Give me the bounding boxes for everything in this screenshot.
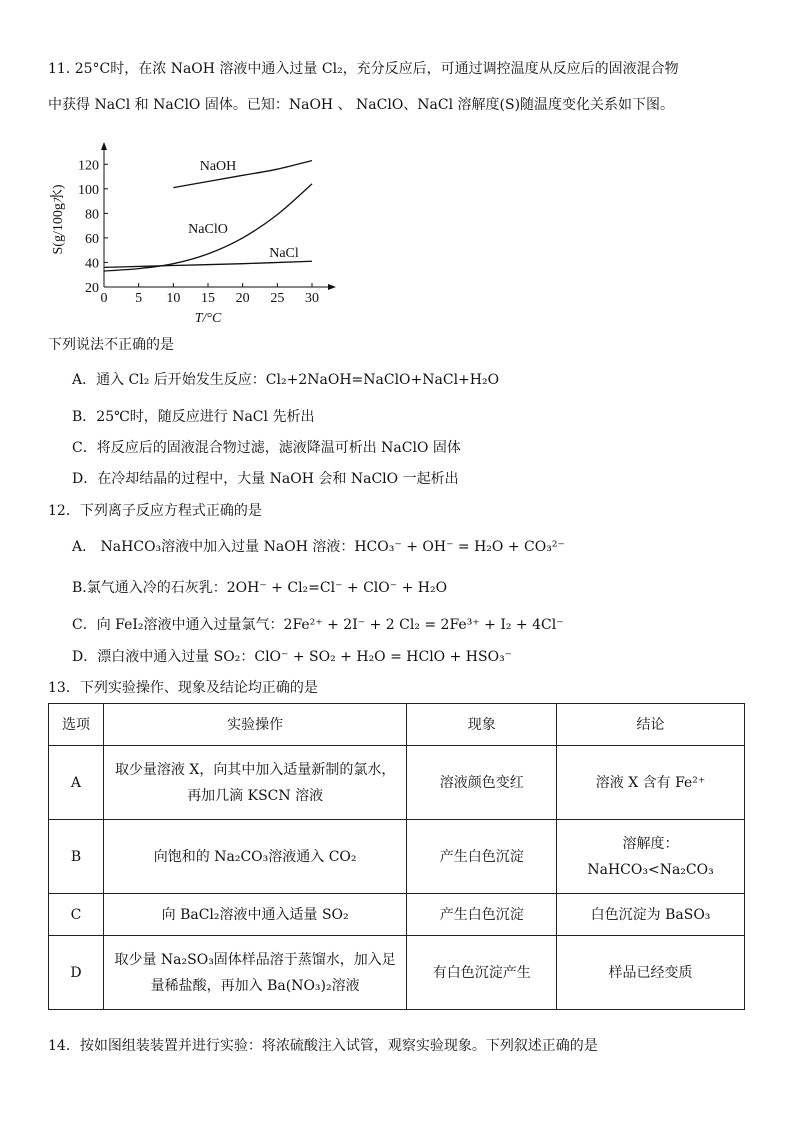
row-key: A — [49, 746, 104, 820]
y-tick-label: 40 — [85, 256, 99, 272]
q12-option-d: D．漂白液中通入过量 SO₂：ClO⁻ + SO₂ + H₂O = HClO + HSO₃⁻ — [72, 649, 513, 665]
q12-option-a: A． NaHCO₃溶液中加入过量 NaOH 溶液：HCO₃⁻ + OH⁻ = H₂O + CO₃²⁻ — [72, 539, 565, 555]
x-tick-label: 0 — [100, 291, 108, 306]
series-line-naoh — [173, 161, 312, 188]
series-label-nacl: NaCl — [269, 246, 299, 261]
row-operation: 取少量溶液 X，向其中加入适量新制的氯水，再加几滴 KSCN 溶液 — [103, 746, 406, 820]
row-observation: 产生白色沉淀 — [407, 820, 557, 894]
q11-stem-line2: 中获得 NaCl 和 NaClO 固体。已知：NaOH 、 NaClO、NaCl 溶解度(S)随温度变化关系如下图。 — [48, 97, 675, 113]
q12-option-b: B.氯气通入冷的石灰乳：2OH⁻ + Cl₂=Cl⁻ + ClO⁻ + H₂O — [72, 580, 448, 596]
table-row — [49, 746, 745, 820]
series-line-nacl — [104, 261, 312, 267]
header-conclusion: 结论 — [557, 704, 745, 746]
x-tick-label: 30 — [305, 291, 319, 306]
q11-stem-line1: 11. 25°C时，在浓 NaOH 溶液中通入过量 Cl₂，充分反应后，可通过调控温度从反应后的固液混合物 — [48, 61, 679, 77]
q14-stem: 14．按如图组装装置并进行实验：将浓硫酸注入试管，观察实验现象。下列叙述正确的是 — [48, 1038, 598, 1054]
table-row — [49, 820, 745, 894]
row-key: B — [49, 820, 104, 894]
x-tick-label: 15 — [201, 291, 215, 306]
x-axis-label: T/°C — [194, 311, 222, 326]
row-key: D — [49, 936, 104, 1010]
table-row — [49, 936, 745, 1010]
x-tick-label: 25 — [270, 291, 285, 306]
y-tick-label: 60 — [85, 231, 99, 247]
row-observation: 有白色沉淀产生 — [407, 936, 557, 1010]
table-header-row — [49, 704, 745, 746]
row-conclusion: 样品已经变质 — [557, 936, 745, 1010]
x-axis-arrow — [328, 284, 336, 290]
y-axis-label: S(g/100g水) — [51, 184, 66, 255]
row-operation: 向饱和的 Na₂CO₃溶液通入 CO₂ — [103, 820, 406, 894]
y-tick-label: 120 — [78, 158, 99, 174]
row-conclusion: 溶解度：NaHCO₃<Na₂CO₃ — [557, 820, 745, 894]
q13-stem: 13．下列实验操作、现象及结论均正确的是 — [48, 680, 318, 696]
x-tick-label: 10 — [166, 291, 181, 306]
q13-table — [48, 703, 745, 1010]
q12-option-c: C．向 FeI₂溶液中通入过量氯气：2Fe²⁺ + 2I⁻ + 2 Cl₂ = 2Fe³⁺ + I₂ + 4Cl⁻ — [72, 617, 564, 633]
x-tick-label: 5 — [135, 291, 143, 306]
row-conclusion: 白色沉淀为 BaSO₃ — [557, 894, 745, 936]
row-observation: 溶液颜色变红 — [407, 746, 557, 820]
row-operation: 向 BaCl₂溶液中通入适量 SO₂ — [103, 894, 406, 936]
q11-prompt: 下列说法不正确的是 — [48, 337, 174, 353]
q11-option-c: C．将反应后的固液混合物过滤，滤液降温可析出 NaClO 固体 — [72, 440, 461, 456]
row-conclusion: 溶液 X 含有 Fe²⁺ — [557, 746, 745, 820]
x-tick-label: 20 — [235, 291, 250, 306]
row-observation: 产生白色沉淀 — [407, 894, 557, 936]
series-label-naoh: NaOH — [199, 159, 237, 174]
q11-option-d: D．在冷却结晶的过程中，大量 NaOH 会和 NaClO 一起析出 — [72, 471, 459, 487]
q11-option-b: B．25℃时，随反应进行 NaCl 先析出 — [72, 409, 315, 425]
q12-stem: 12．下列离子反应方程式正确的是 — [48, 503, 262, 519]
row-key: C — [49, 894, 104, 936]
header-observation: 现象 — [407, 704, 557, 746]
header-option: 选项 — [49, 704, 104, 746]
y-axis-arrow — [101, 142, 107, 150]
solubility-chart — [46, 140, 346, 340]
table-row — [49, 894, 745, 936]
y-tick-label: 100 — [78, 182, 99, 198]
q11-option-a: A．通入 Cl₂ 后开始发生反应：Cl₂+2NaOH=NaClO+NaCl+H₂O — [72, 372, 500, 388]
header-operation: 实验操作 — [103, 704, 406, 746]
y-tick-label: 80 — [85, 207, 99, 223]
series-label-naclo: NaClO — [188, 222, 228, 237]
row-operation: 取少量 Na₂SO₃固体样品溶于蒸馏水，加入足量稀盐酸，再加入 Ba(NO₃)₂溶液 — [103, 936, 406, 1010]
y-tick-label: 20 — [85, 281, 99, 296]
